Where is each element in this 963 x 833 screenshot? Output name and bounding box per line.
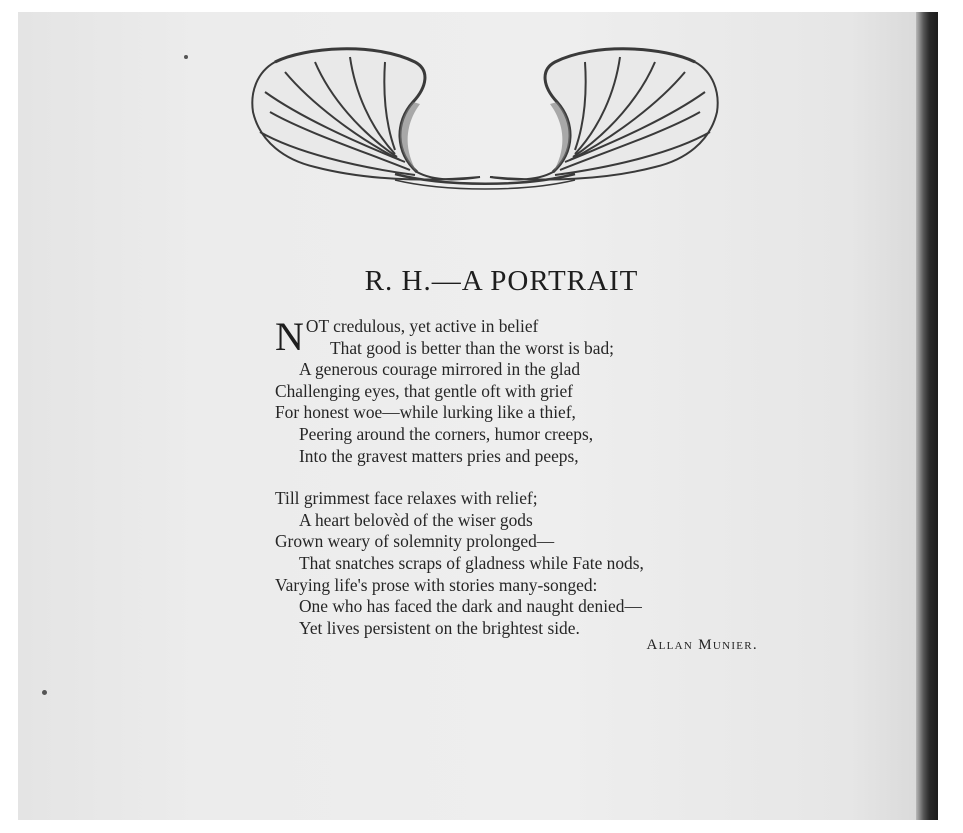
first-line-text: OT credulous, yet active in belief [305, 316, 539, 336]
stanza-break [275, 467, 795, 488]
poem-line: A heart belovèd of the wiser gods [299, 509, 533, 530]
poem-body [275, 316, 795, 639]
poem-line: Into the gravest matters pries and peeps, [299, 445, 579, 466]
book-spine [916, 12, 938, 820]
poem-line: That snatches scraps of gladness while Fate nods, [299, 552, 644, 573]
poem-line: Peering around the corners, humor creeps, [299, 423, 594, 444]
paper-speck [42, 690, 47, 695]
paper-speck [184, 55, 188, 59]
poem-title: R. H.—A PORTRAIT [364, 265, 639, 297]
poem-line: Till grimmest face relaxes with relief; [275, 488, 538, 509]
poem-line: One who has faced the dark and naught denied— [299, 596, 642, 617]
poem-line: Grown weary of solemnity prolonged— [275, 531, 555, 552]
poem-line: Varying life's prose with stories many-songed: [275, 574, 598, 595]
poem-line: Challenging eyes, that gentle oft with grief [275, 380, 573, 401]
poem-line: Yet lives persistent on the brightest side. [299, 617, 580, 638]
poem-author: Allan Munier. [646, 637, 758, 653]
art-nouveau-leaf-ornament-icon [245, 42, 725, 192]
poem-line: A generous courage mirrored in the glad [299, 359, 581, 380]
drop-cap: N [275, 314, 304, 359]
poem-line: For honest woe—while lurking like a thief, [275, 402, 576, 423]
poem-line: That good is better than the worst is bad; [330, 337, 614, 358]
